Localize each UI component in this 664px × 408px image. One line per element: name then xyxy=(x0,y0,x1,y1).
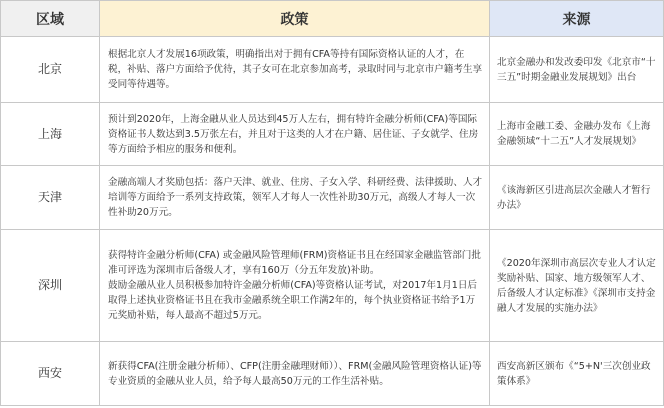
policy-text: 鼓励金融从业人员积极参加特许金融分析师(CFA)等资格认证考试，对2017年1月1日后取得上述执业资格证书且在我市金融系统全职工作满2年的，每个执业资格证书给予1万元奖励补贴，每人最高不超过5万元。 xyxy=(108,280,478,321)
policy-text: 预计到2020年，上海金融从业人员达到45万人左右，拥有特许金融分析师(CFA)等国际资格证书人数达到3.5万张左右，并且对于这类的人才在户籍、居住证、子女就学、住房等方面给予相应的服务和便利。 xyxy=(108,113,479,155)
header-row xyxy=(1,1,664,37)
header-region: 区域 xyxy=(1,1,100,37)
policy-cell xyxy=(100,230,490,342)
policy-text: 获得特许金融分析师(CFA) 或金融风险管理师(FRM)资格证书且在经国家金融监管部门批准可评选为深圳市后备级人才，享有160万（分五年发放)补助。 xyxy=(108,250,481,276)
policy-cell xyxy=(100,342,490,406)
region-cell: 深圳 xyxy=(1,230,100,342)
source-cell: 北京金融办和发改委印发《北京市“十三五”时期金融业发展规划》出台 xyxy=(490,37,664,103)
table-row xyxy=(1,342,664,406)
table-row xyxy=(1,230,664,342)
source-cell: 上海市金融工委、金融办发布《上海金融领域“十二五”人才发展规划》 xyxy=(490,103,664,166)
source-cell: 西安高新区颁布《“5+N'三次创业政策体系》 xyxy=(490,342,664,406)
region-cell: 北京 xyxy=(1,37,100,103)
header-policy: 政策 xyxy=(100,1,490,37)
policy-text: 根据北京人才发展16项政策，明确指出对于拥有CFA等持有国际资格认证的人才，在税，补贴、落户方面给予优待，其子女可在北京参加高考，录取时同与北京市户籍考生享受同等待遇等。 xyxy=(108,49,483,90)
region-cell: 上海 xyxy=(1,103,100,166)
policy-cell xyxy=(100,37,490,103)
header-source: 来源 xyxy=(490,1,664,37)
region-cell: 西安 xyxy=(1,342,100,406)
policy-cell xyxy=(100,166,490,230)
source-cell: 《2020年深圳市高层次专业人才认定奖励补贴、国家、地方级领军人才、后备级人才认定标准》《深圳市支持金融人才发展的实施办法》 xyxy=(490,230,664,342)
region-cell: 天津 xyxy=(1,166,100,230)
table-row xyxy=(1,103,664,166)
table-row xyxy=(1,166,664,230)
source-cell: 《该海新区引进高层次金融人才暂行办法》 xyxy=(490,166,664,230)
policy-cell xyxy=(100,103,490,166)
table-row xyxy=(1,37,664,103)
policy-text: 金融高端人才奖励包括：落户天津、就业、住房、子女入学、科研经费、法律援助、人才培训等方面给予一系列支持政策，领军人才每人一次性补助30万元，高级人才每人一次性补助20万元。 xyxy=(108,177,483,218)
policy-text: 新获得CFA(注册金融分析师）、CFP(注册金融理财师））、FRM(金融风险管理资格认证)等专业资质的金融从业人员，给予每人最高50万元的工作生活补贴。 xyxy=(108,360,482,387)
